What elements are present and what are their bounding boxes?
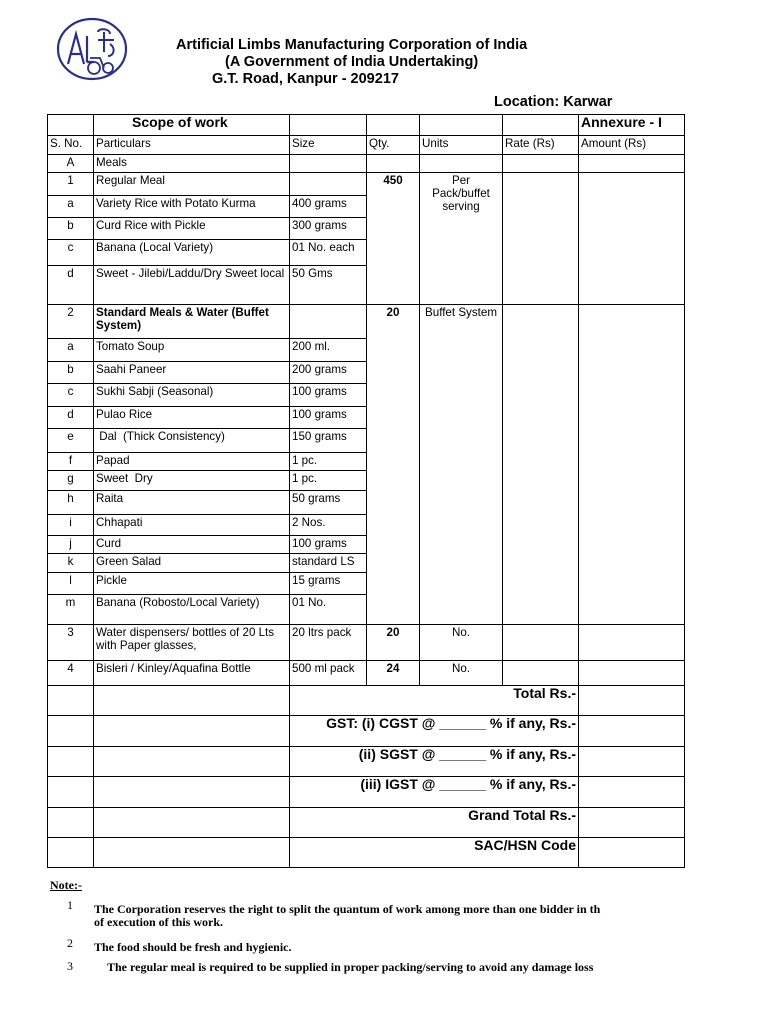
table-row: h Raita 50 grams <box>48 491 685 515</box>
table-row: a Tomato Soup 200 ml. <box>48 339 685 362</box>
sac-hsn-row <box>48 838 685 868</box>
grand-total-label: Grand Total Rs.- <box>290 808 579 838</box>
total-label: Total Rs.- <box>290 686 579 716</box>
col-sno: S. No. <box>48 136 94 155</box>
note-number: 3 <box>67 959 73 973</box>
table-row: A Meals <box>48 155 685 173</box>
org-address: G.T. Road, Kanpur - 209217 <box>212 71 399 87</box>
annexure-label: Annexure - I <box>579 115 685 136</box>
note-text: The regular meal is required to be supplied in proper packing/serving to avoid any damage loss <box>107 961 594 974</box>
group1-units: Per Pack/buffet serving <box>420 173 503 305</box>
table-row: 1 Regular Meal 450 Per Pack/buffet serving <box>48 173 685 196</box>
group2-qty: 20 <box>367 305 420 625</box>
sac-hsn-label: SAC/HSN Code <box>290 838 579 868</box>
col-particulars: Particulars <box>94 136 290 155</box>
sgst-row <box>48 747 685 777</box>
table-header-row <box>48 136 685 155</box>
note-text: of execution of this work. <box>94 916 223 929</box>
note-heading: Note:- <box>50 878 82 892</box>
table-row: l Pickle 15 grams <box>48 573 685 595</box>
total-row <box>48 686 685 716</box>
table-row: c Sukhi Sabji (Seasonal) 100 grams <box>48 384 685 407</box>
org-subtitle: (A Government of India Undertaking) <box>225 54 479 70</box>
table-title-row <box>48 115 685 136</box>
col-size: Size <box>290 136 367 155</box>
table-row: c Banana (Local Variety) 01 No. each <box>48 240 685 266</box>
table-row: i Chhapati 2 Nos. <box>48 515 685 536</box>
table-row: 2 Standard Meals & Water (Buffet System) 20 Buffet System <box>48 305 685 339</box>
location: Location: Karwar <box>494 94 613 110</box>
table-row: d Pulao Rice 100 grams <box>48 407 685 429</box>
igst-label: (iii) IGST @ ______ % if any, Rs.- <box>290 777 579 808</box>
table-row: d Sweet - Jilebi/Laddu/Dry Sweet local 50 Gms <box>48 266 685 305</box>
sgst-label: (ii) SGST @ ______ % if any, Rs.- <box>290 747 579 777</box>
group2-units: Buffet System <box>420 305 503 625</box>
cgst-label: GST: (i) CGST @ ______ % if any, Rs.- <box>290 716 579 747</box>
note-number: 1 <box>67 898 73 912</box>
grand-total-row <box>48 808 685 838</box>
igst-row <box>48 777 685 808</box>
alimco-logo-icon <box>54 16 130 82</box>
table-row: m Banana (Robosto/Local Variety) 01 No. <box>48 595 685 625</box>
scope-of-work-table <box>47 114 685 868</box>
group1-qty: 450 <box>367 173 420 305</box>
cgst-row <box>48 716 685 747</box>
col-amount: Amount (Rs) <box>579 136 685 155</box>
table-row: k Green Salad standard LS <box>48 554 685 573</box>
col-qty: Qty. <box>367 136 420 155</box>
note-number: 2 <box>67 936 73 950</box>
table-row: g Sweet Dry 1 pc. <box>48 471 685 491</box>
note-text: The Corporation reserves the right to split the quantum of work among more than one bidder in th <box>94 903 601 916</box>
table-row: b Saahi Paneer 200 grams <box>48 362 685 384</box>
table-row: a Variety Rice with Potato Kurma 400 grams <box>48 196 685 218</box>
scope-title: Scope of work <box>94 115 290 136</box>
table-row: b Curd Rice with Pickle 300 grams <box>48 218 685 240</box>
table-row: e Dal (Thick Consistency) 150 grams <box>48 429 685 453</box>
table-row: 4 Bisleri / Kinley/Aquafina Bottle 500 ml pack 24 No. <box>48 661 685 686</box>
table-row: j Curd 100 grams <box>48 536 685 554</box>
note-text: The food should be fresh and hygienic. <box>94 941 292 954</box>
table-row: 3 Water dispensers/ bottles of 20 Lts with Paper glasses, 20 ltrs pack 20 No. <box>48 625 685 661</box>
org-name: Artificial Limbs Manufacturing Corporation of India <box>176 37 528 53</box>
table-row: f Papad 1 pc. <box>48 453 685 471</box>
col-rate: Rate (Rs) <box>503 136 579 155</box>
col-units: Units <box>420 136 503 155</box>
